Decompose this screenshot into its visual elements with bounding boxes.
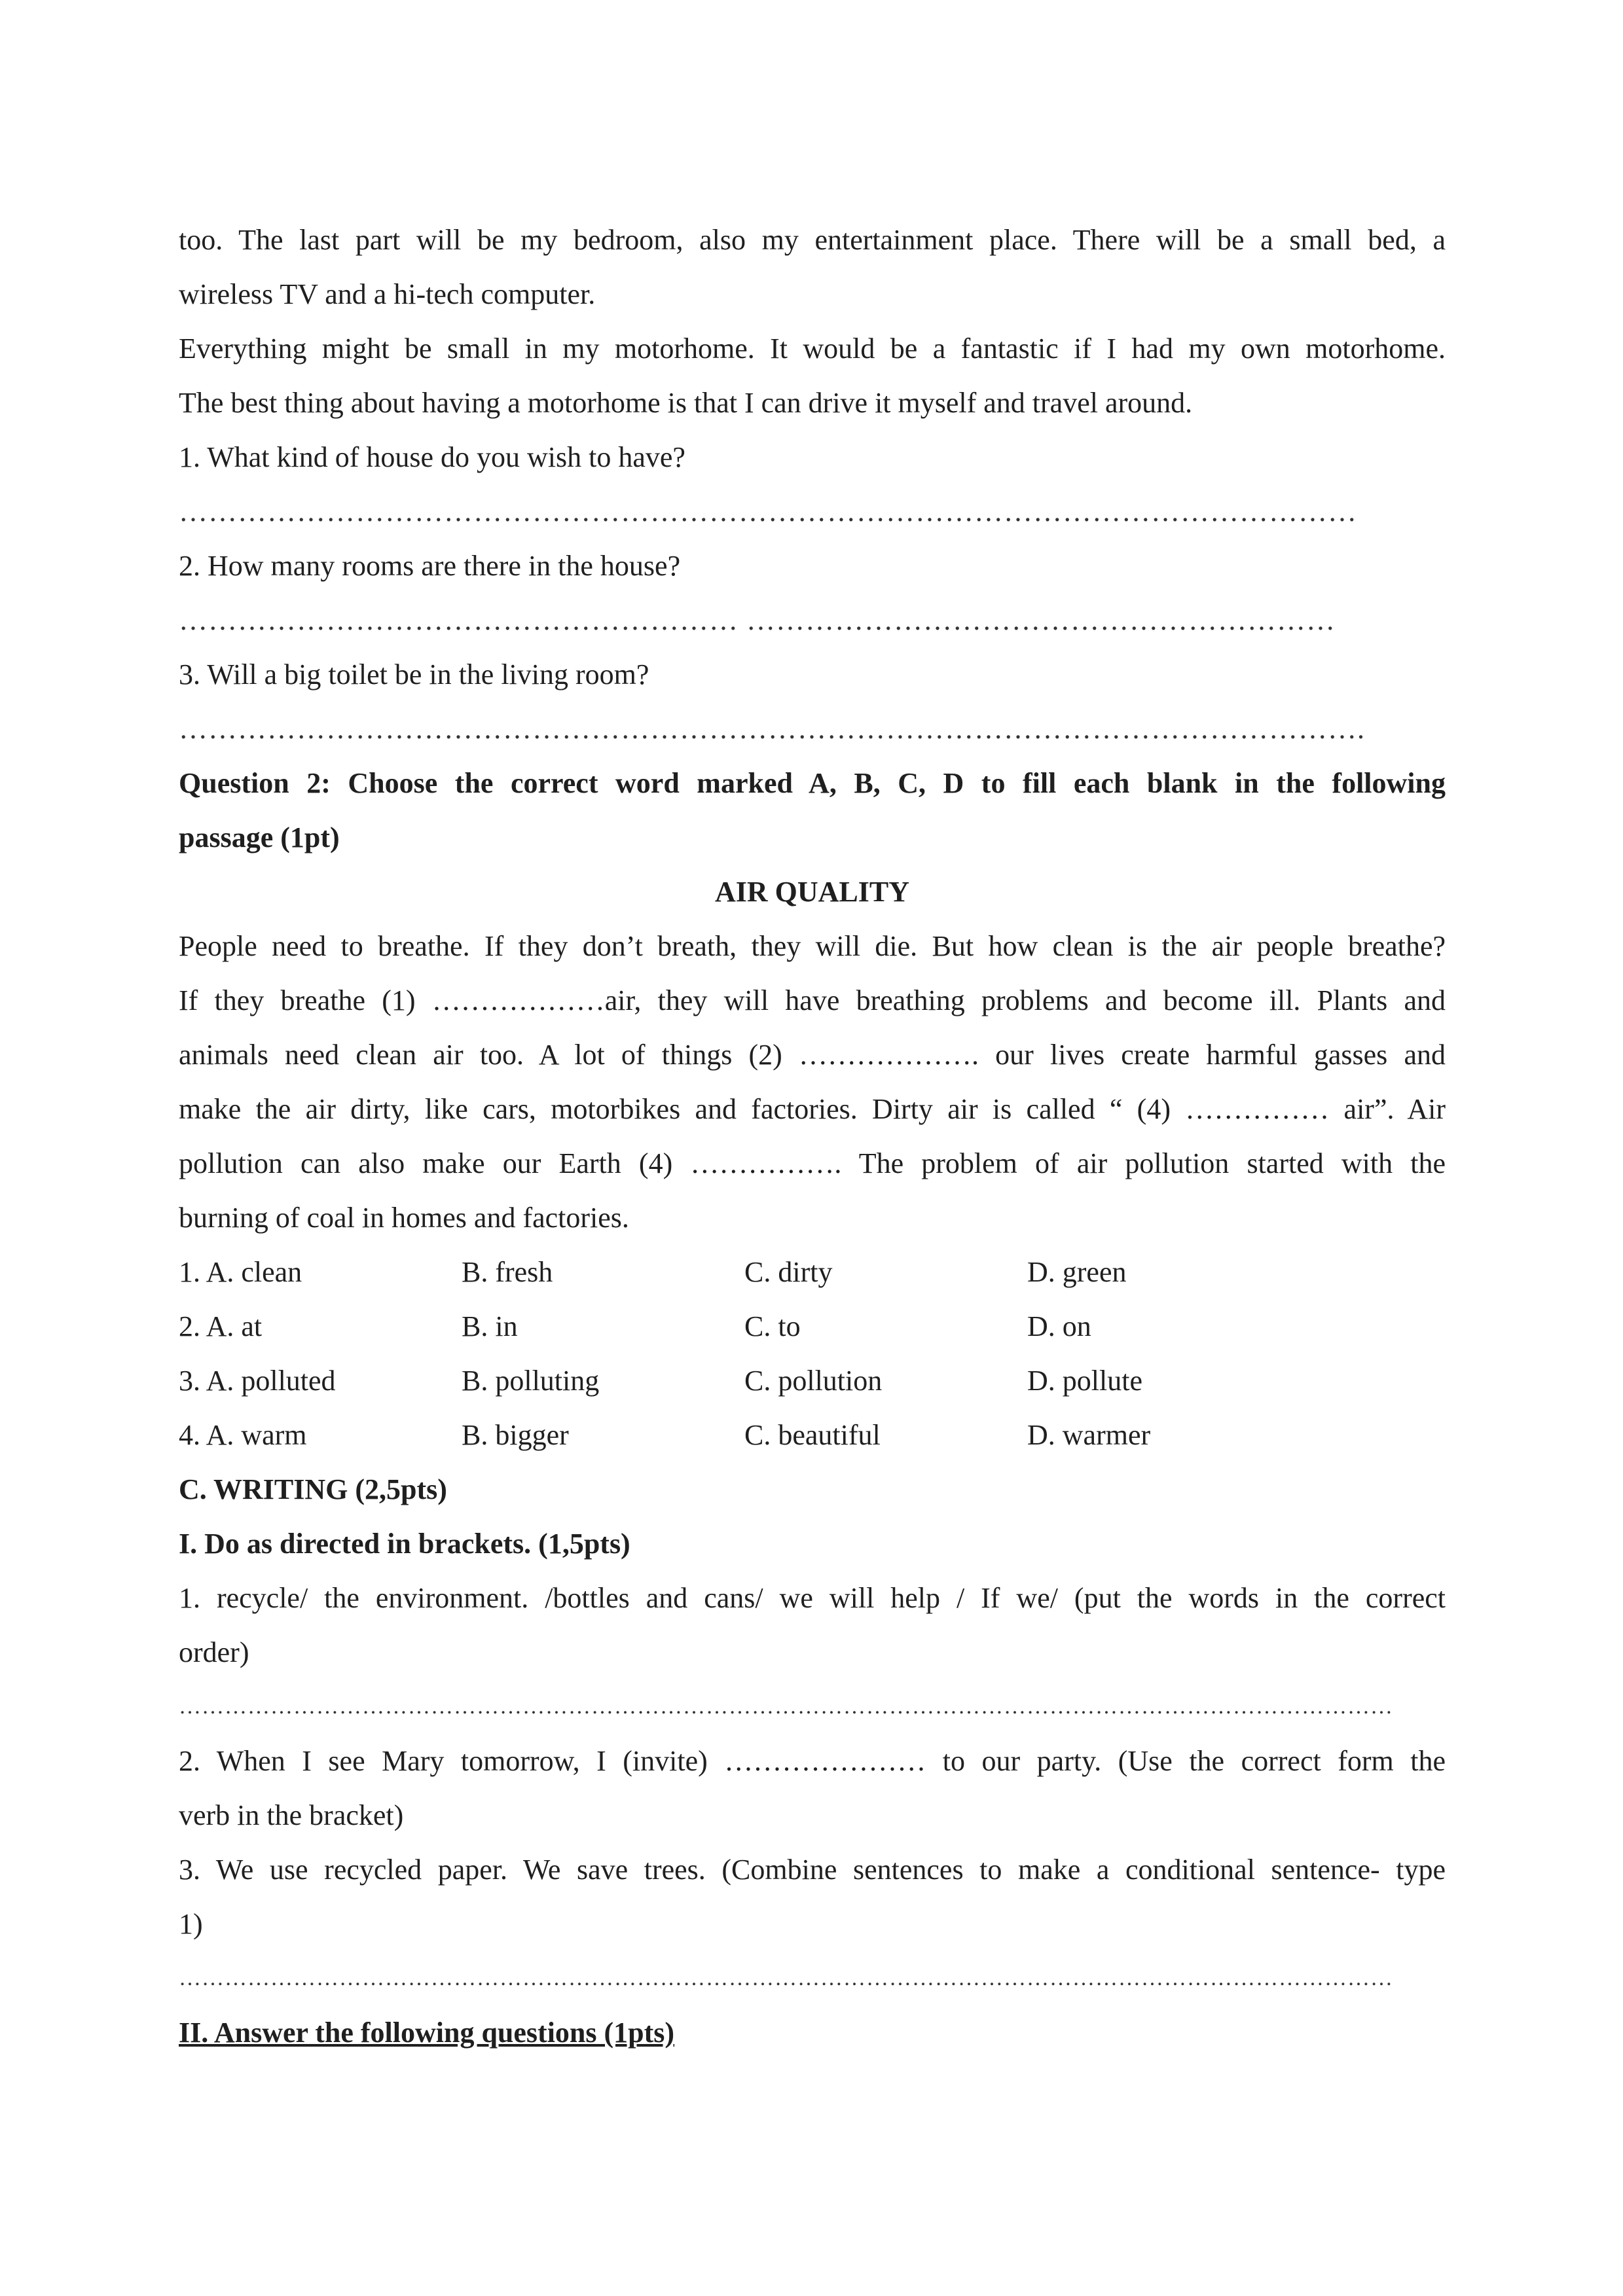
writing-part-1-heading: I. Do as directed in brackets. (1,5pts): [179, 1528, 630, 1560]
passage-line: The best thing about having a motorhome is that I can drive it myself and travel around.: [179, 387, 1193, 419]
options-row-4: [179, 1408, 1446, 1462]
reading-question-3: 3. Will a big toilet be in the living room?: [179, 658, 649, 691]
passage-line: burning of coal in homes and factories.: [179, 1202, 629, 1234]
passage-line: pollution can also make our Earth (4) ……………. The problem of air pollution started with the: [179, 1147, 1446, 1179]
option-d[interactable]: D. green: [1027, 1256, 1127, 1288]
options-row-2: [179, 1299, 1446, 1354]
answer-line-3[interactable]: ………………………………………………………………………………………………………….: [179, 713, 1365, 745]
writing-item-3-cont: 1): [179, 1908, 203, 1940]
option-c[interactable]: C. to: [744, 1310, 801, 1342]
writing-item-1-cont: order): [179, 1636, 249, 1668]
writing-heading: C. WRITING (2,5pts): [179, 1473, 447, 1505]
option-a[interactable]: 1. A. clean: [179, 1256, 302, 1288]
option-d[interactable]: D. warmer: [1027, 1419, 1151, 1451]
passage-title: AIR QUALITY: [714, 876, 910, 908]
option-c[interactable]: C. dirty: [744, 1256, 833, 1288]
options-row-1: [179, 1245, 1446, 1299]
option-b[interactable]: B. in: [462, 1310, 518, 1342]
writing-answer-line-1[interactable]: ……………………………………………………………………………………………………………………………………………: [179, 1695, 1393, 1719]
option-b[interactable]: B. bigger: [462, 1419, 569, 1451]
option-d[interactable]: D. pollute: [1027, 1365, 1142, 1397]
writing-part-2-heading: II. Answer the following questions (1pts): [179, 2017, 675, 2049]
answer-line-2[interactable]: ………………………………………………… ……………………………………………………: [179, 604, 1336, 636]
option-b[interactable]: B. fresh: [462, 1256, 553, 1288]
worksheet-page: [179, 213, 1446, 2060]
reading-question-1: 1. What kind of house do you wish to have?: [179, 441, 685, 473]
passage-line: Everything might be small in my motorhome. It would be a fantastic if I had my own motorhome.: [179, 332, 1446, 365]
option-d[interactable]: D. on: [1027, 1310, 1091, 1342]
option-c[interactable]: C. beautiful: [744, 1419, 881, 1451]
passage-line: animals need clean air too. A lot of things (2) ………………. our lives create harmful gasses and: [179, 1039, 1446, 1071]
option-a[interactable]: 2. A. at: [179, 1310, 263, 1342]
option-c[interactable]: C. pollution: [744, 1365, 883, 1397]
writing-item-3: 3. We use recycled paper. We save trees. (Combine sentences to make a conditional sentence- type: [179, 1854, 1446, 1886]
passage-line: If they breathe (1) ………………air, they will have breathing problems and become ill. Plants and: [179, 984, 1446, 1016]
options-row-3: [179, 1354, 1446, 1408]
option-b[interactable]: B. polluting: [462, 1365, 600, 1397]
option-a[interactable]: 4. A. warm: [179, 1419, 307, 1451]
writing-item-2-cont: verb in the bracket): [179, 1799, 404, 1831]
passage-line: too. The last part will be my bedroom, also my entertainment place. There will be a small bed, a: [179, 224, 1446, 256]
reading-question-2: 2. How many rooms are there in the house?: [179, 550, 681, 582]
writing-answer-line-3[interactable]: ……………………………………………………………………………………………………………………………………………: [179, 1966, 1393, 1990]
passage-line: make the air dirty, like cars, motorbikes and factories. Dirty air is called “ (4) …………… air”. Air: [179, 1093, 1446, 1125]
writing-item-1: 1. recycle/ the environment. /bottles and cans/ we will help / If we/ (put the words in the correct: [179, 1582, 1446, 1614]
answer-line-1[interactable]: …………………………………………………………………………………………………………: [179, 495, 1357, 528]
question-2-heading-cont: passage (1pt): [179, 821, 340, 853]
passage-line: wireless TV and a hi-tech computer.: [179, 278, 596, 310]
question-2-heading: Question 2: Choose the correct word marked A, B, C, D to fill each blank in the following: [179, 767, 1446, 799]
writing-item-2: 2. When I see Mary tomorrow, I (invite) ………………… to our party. (Use the correct form the: [179, 1745, 1446, 1777]
passage-line: People need to breathe. If they don’t breath, they will die. But how clean is the air people breathe?: [179, 930, 1446, 962]
option-a[interactable]: 3. A. polluted: [179, 1365, 336, 1397]
